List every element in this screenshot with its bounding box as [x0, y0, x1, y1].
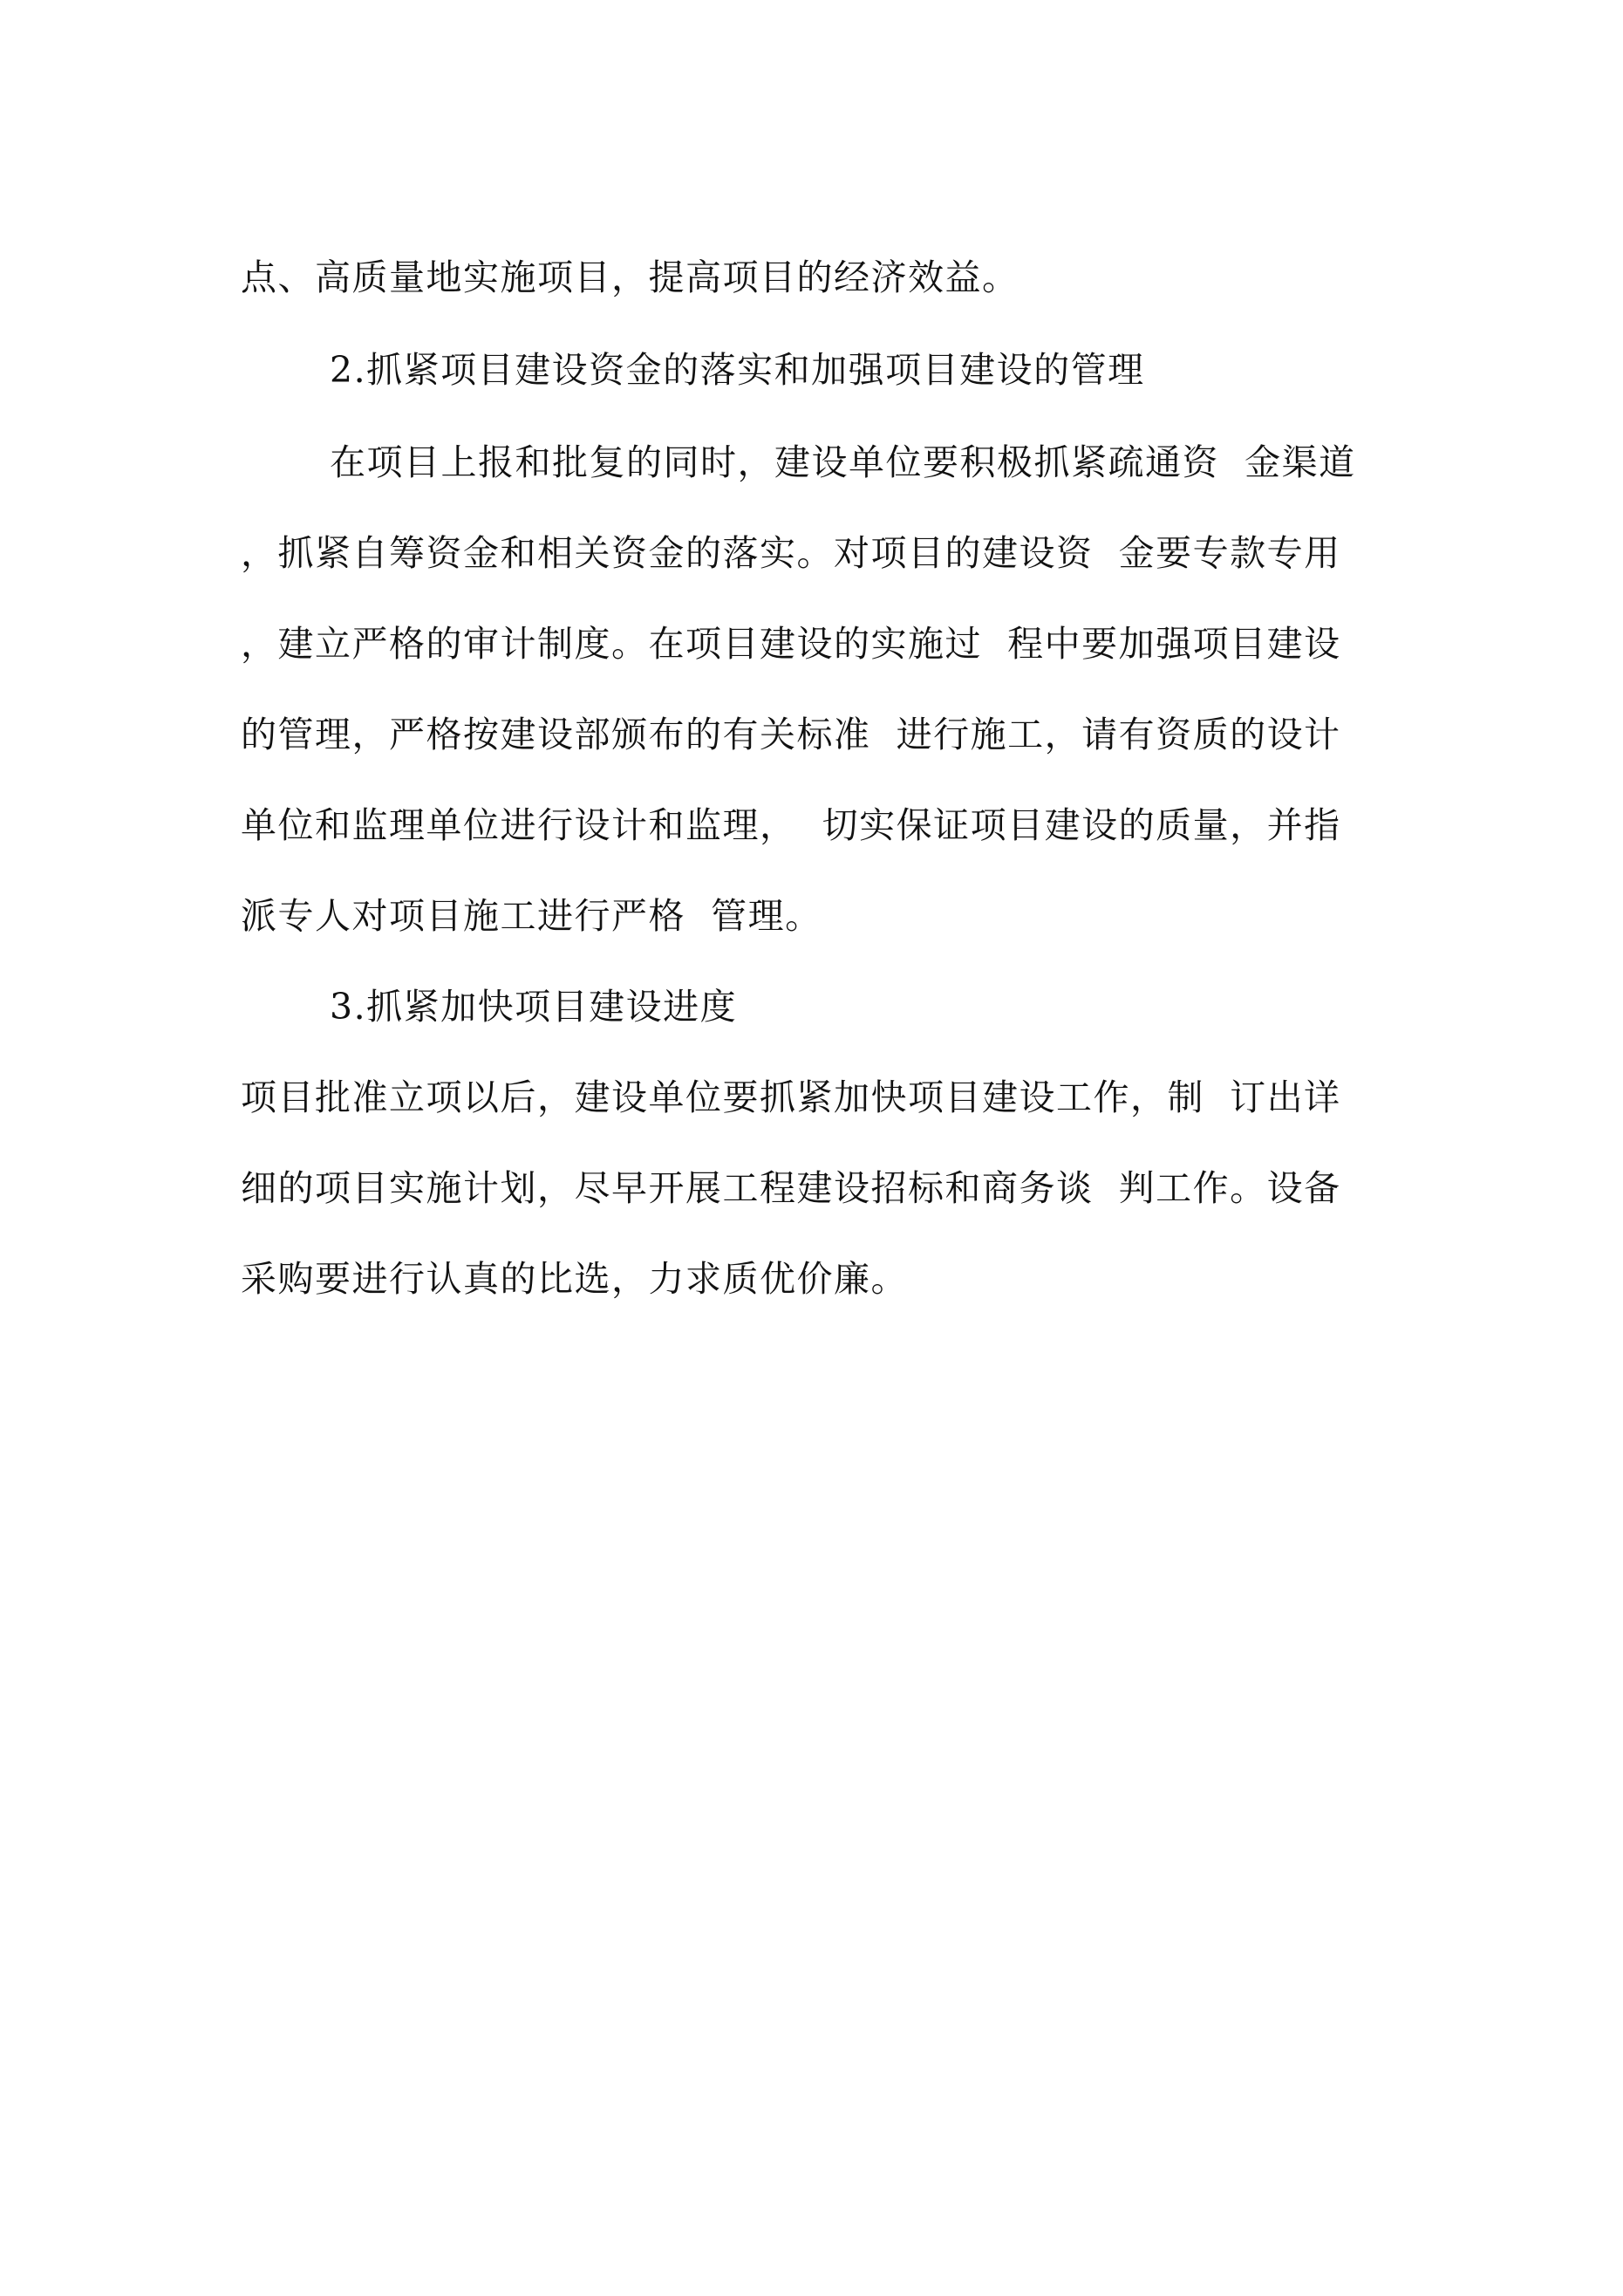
- text-line: 的管理，严格按建设部颁布的有关标准 进行施工，请有资质的设计: [241, 714, 1341, 755]
- text-line: 单位和监理单位进行设计和监理， 切实保证项目建设的质量，并指: [241, 804, 1341, 846]
- text-line: ，建立严格的审计制度。在项目建设的实施过 程中要加强项目建设: [241, 623, 1341, 665]
- section-heading: 3.抓紧加快项目建设进度: [330, 986, 738, 1028]
- text-line: 派专人对项目施工进行严格 管理。: [241, 895, 822, 937]
- text-line: 在项目上报和批复的同时，建设单位要积极抓紧疏通资 金渠道: [330, 441, 1356, 483]
- text-line: ，抓紧自筹资金和相关资金的落实。对项目的建设资 金要专款专用: [241, 532, 1341, 574]
- text-line: 细的项目实施计划，尽早开展工程建设招标和商务谈 判工作。设备: [241, 1167, 1341, 1209]
- text-line: 点、高质量地实施项目，提高项目的经济效益。: [241, 256, 1019, 298]
- text-line: 项目批准立项以后，建设单位要抓紧加快项目建设工作，制 订出详: [241, 1076, 1341, 1118]
- text-line: 采购要进行认真的比选，力求质优价廉。: [241, 1258, 908, 1300]
- section-heading: 2.抓紧项目建设资金的落实和加强项目建设的管理: [330, 349, 1145, 391]
